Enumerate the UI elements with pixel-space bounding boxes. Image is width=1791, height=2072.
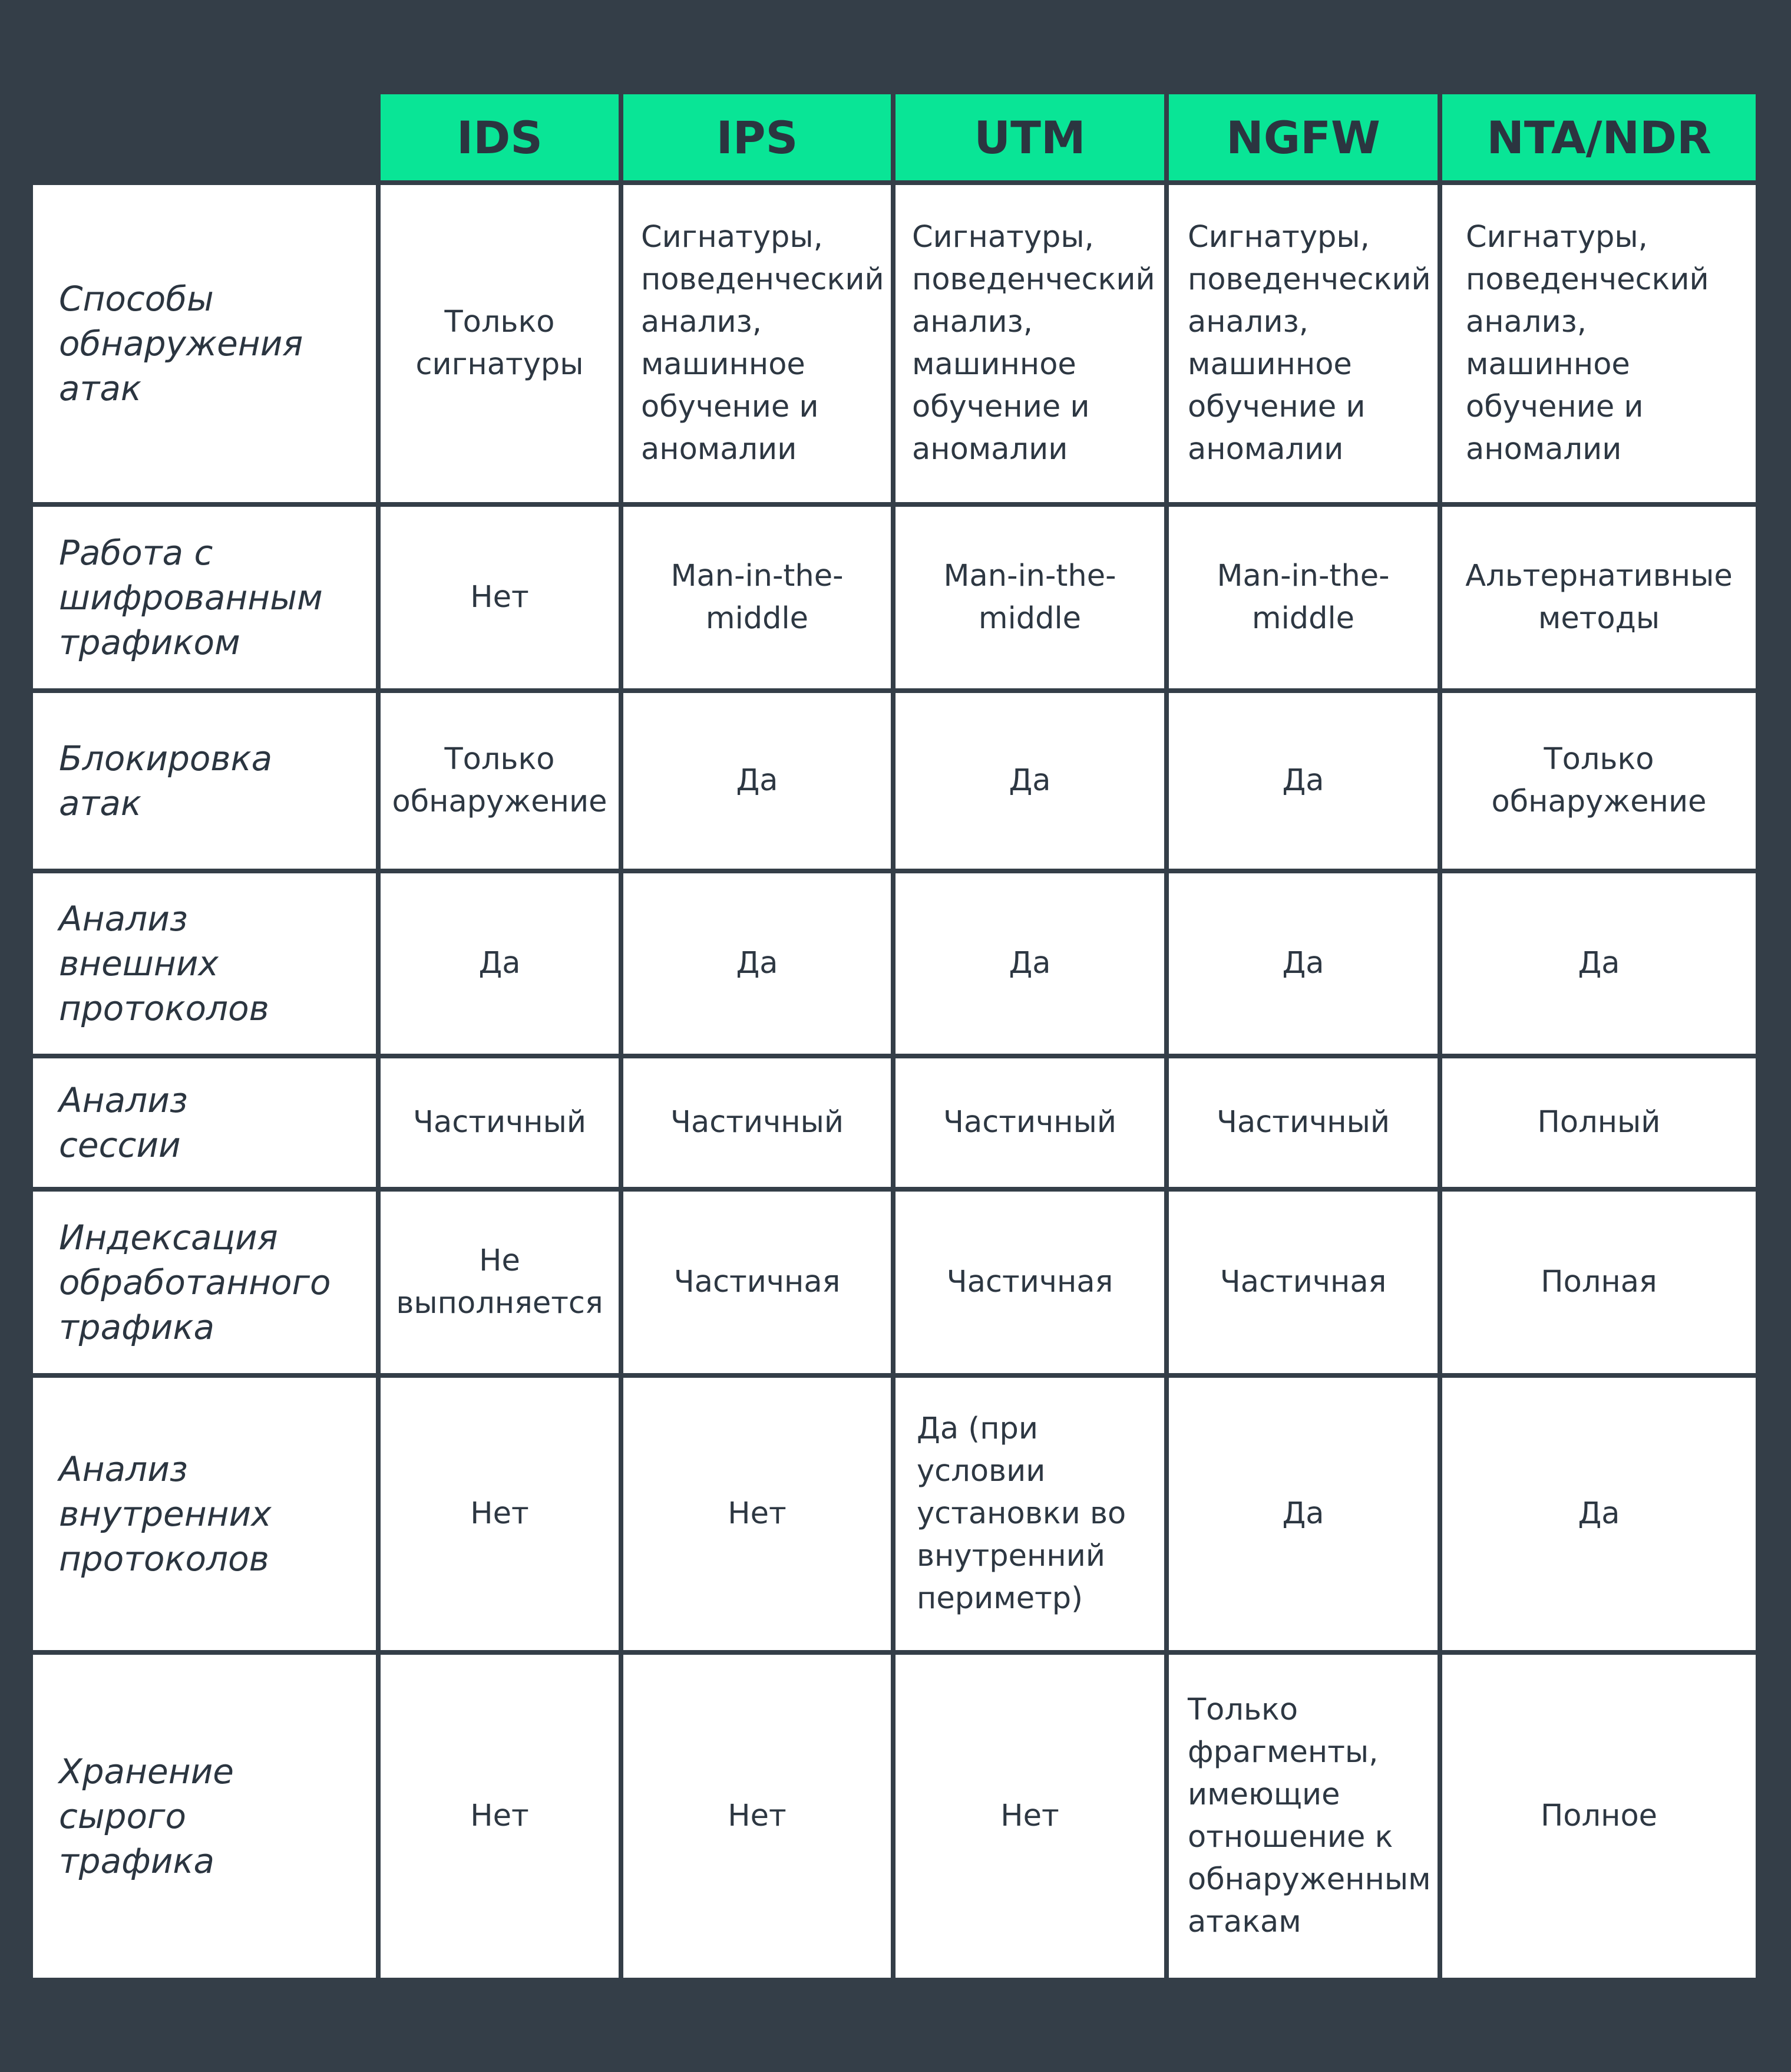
- table-cell: Да: [1169, 693, 1438, 869]
- row-label-attack-blocking: Блокировка атак: [33, 693, 376, 869]
- table-cell: Частичный: [1169, 1058, 1438, 1187]
- table-cell: Man-in-the-middle: [895, 507, 1164, 688]
- row-label-encrypted-traffic: Работа с шифрованным трафиком: [33, 507, 376, 688]
- table-cell: Да: [1169, 873, 1438, 1054]
- table-cell: Man-in-the-middle: [1169, 507, 1438, 688]
- table-cell: Да: [623, 873, 891, 1054]
- row-label-detection-methods: Способы обнаружения атак: [33, 185, 376, 502]
- table-cell: Только обнаружение: [381, 693, 619, 869]
- table-cell: Частичная: [895, 1192, 1164, 1373]
- table-cell: Нет: [381, 1378, 619, 1650]
- table-cell: Сигнатуры, поведенческий анализ, машинное обучение и аномалии: [895, 185, 1164, 502]
- column-header-ngfw: NGFW: [1169, 94, 1438, 180]
- table-cell: Частичный: [623, 1058, 891, 1187]
- table-cell: Только обнаружение: [1442, 693, 1756, 869]
- table-cell: Частичная: [623, 1192, 891, 1373]
- row-label-internal-protocols: Анализ внутренних протоколов: [33, 1378, 376, 1650]
- table-cell: Частичная: [1169, 1192, 1438, 1373]
- table-cell: Частичный: [895, 1058, 1164, 1187]
- table-cell: Да: [1169, 1378, 1438, 1650]
- table-cell: Да (при условии установки во внутренний периметр): [895, 1378, 1164, 1650]
- table-cell: Полная: [1442, 1192, 1756, 1373]
- table-cell: Man-in-the-middle: [623, 507, 891, 688]
- row-label-traffic-indexing: Индексация обработанного трафика: [33, 1192, 376, 1373]
- table-cell: Частичный: [381, 1058, 619, 1187]
- column-header-nta-ndr: NTA/NDR: [1442, 94, 1756, 180]
- table-cell: Да: [895, 873, 1164, 1054]
- row-label-raw-traffic-storage: Хранение сырого трафика: [33, 1655, 376, 1978]
- table-cell: Только сигнатуры: [381, 185, 619, 502]
- column-header-ids: IDS: [381, 94, 619, 180]
- table-cell: Сигнатуры, поведенческий анализ, машинное обучение и аномалии: [1169, 185, 1438, 502]
- table-cell: Нет: [895, 1655, 1164, 1978]
- table-cell: Только фрагменты, имеющие отношение к обнаруженным атакам: [1169, 1655, 1438, 1978]
- table-cell: Полное: [1442, 1655, 1756, 1978]
- table-cell: Сигнатуры, поведенческий анализ, машинное обучение и аномалии: [1442, 185, 1756, 502]
- table-cell: Не выполняется: [381, 1192, 619, 1373]
- row-label-session-analysis: Анализ сессии: [33, 1058, 376, 1187]
- table-cell: Нет: [381, 1655, 619, 1978]
- table-cell: Альтернативные методы: [1442, 507, 1756, 688]
- table-cell: Сигнатуры, поведенческий анализ, машинное обучение и аномалии: [623, 185, 891, 502]
- row-label-external-protocols: Анализ внешних протоколов: [33, 873, 376, 1054]
- table-cell: Да: [895, 693, 1164, 869]
- column-header-utm: UTM: [895, 94, 1164, 180]
- table-cell: Нет: [623, 1378, 891, 1650]
- table-cell: Да: [1442, 873, 1756, 1054]
- table-cell: Нет: [623, 1655, 891, 1978]
- table-cell: Да: [623, 693, 891, 869]
- table-cell: Да: [1442, 1378, 1756, 1650]
- table-cell: Да: [381, 873, 619, 1054]
- table-cell: Нет: [381, 507, 619, 688]
- column-header-ips: IPS: [623, 94, 891, 180]
- table-cell: Полный: [1442, 1058, 1756, 1187]
